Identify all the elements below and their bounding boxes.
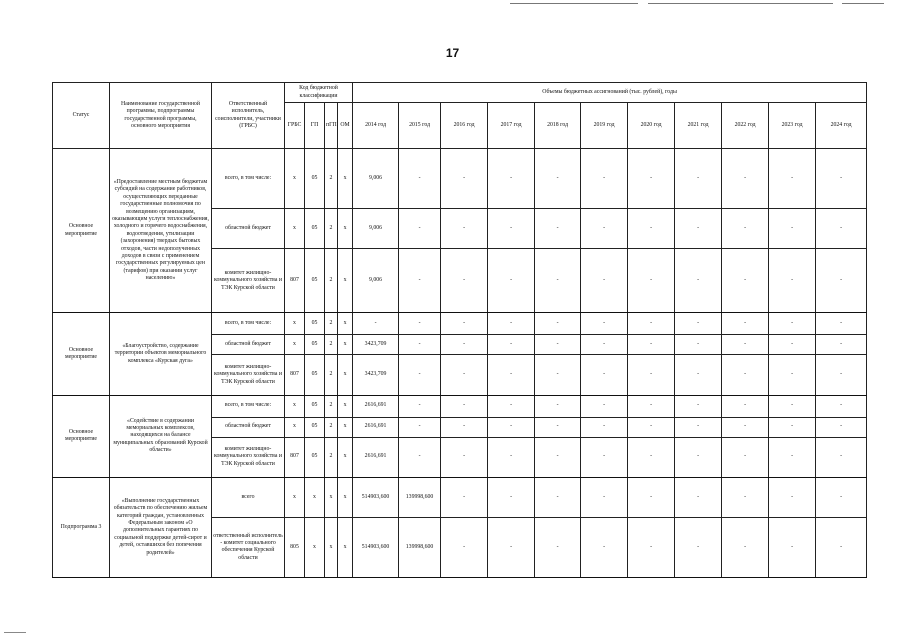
row-value-cell: - (488, 313, 535, 335)
row-value-cell: - (488, 417, 535, 437)
row-value-cell: 139998,600 (399, 477, 441, 517)
row-grbs: х (285, 395, 305, 417)
row-responsible: комитет жилищно-коммунального хозяйства и ТЭК Курской области (212, 249, 285, 313)
row-value-cell: - (535, 149, 581, 209)
row-value-cell: - (399, 395, 441, 417)
row-value-cell: - (535, 517, 581, 577)
row-value-cell: 3423,709 (353, 335, 399, 355)
row-value-cell: - (722, 249, 769, 313)
row-value-cell: - (675, 477, 722, 517)
row-value-cell: - (535, 355, 581, 395)
row-value-cell: - (816, 437, 867, 477)
row-value-cell: - (581, 517, 628, 577)
row-gp: 05 (305, 417, 325, 437)
row-grbs: х (285, 149, 305, 209)
top-scan-line (648, 3, 833, 4)
row-value-cell: - (769, 517, 816, 577)
row-pgp: 2 (325, 395, 338, 417)
row-value-cell: - (769, 249, 816, 313)
row-gp: 05 (305, 355, 325, 395)
row-value-cell: - (441, 437, 488, 477)
row-value-cell: - (675, 437, 722, 477)
row-pgp: 2 (325, 249, 338, 313)
row-name: «Благоустройство, содержание территории объектов мемориального комплекса «Курская дуга» (110, 313, 212, 395)
row-value-cell: 2616,691 (353, 395, 399, 417)
row-value-cell: - (675, 149, 722, 209)
row-gp: 05 (305, 437, 325, 477)
row-value-cell: - (581, 417, 628, 437)
row-name: «Содействие в содержании мемориальных комплексов, находящихся на балансе муниципальных образований Курской области» (110, 395, 212, 477)
row-responsible: всего, в том числе: (212, 395, 285, 417)
row-value-cell: - (441, 313, 488, 335)
row-value-cell: - (628, 355, 675, 395)
row-value-cell: - (816, 395, 867, 417)
row-value-cell: - (628, 437, 675, 477)
row-value-cell: - (722, 395, 769, 417)
row-value-cell: - (441, 417, 488, 437)
row-value-cell: - (675, 335, 722, 355)
row-value-cell: - (441, 355, 488, 395)
row-value-cell: - (628, 149, 675, 209)
row-status: Основное мероприятие (53, 149, 110, 313)
row-om: х (338, 149, 353, 209)
bottom-scan-line (4, 632, 26, 633)
row-pgp: 2 (325, 149, 338, 209)
row-om: х (338, 209, 353, 249)
row-value-cell: - (399, 335, 441, 355)
row-gp: 05 (305, 149, 325, 209)
row-value-cell: 139998,600 (399, 517, 441, 577)
row-value-cell: - (675, 209, 722, 249)
row-value-cell: - (535, 395, 581, 417)
row-value-cell: - (722, 313, 769, 335)
row-value-cell: - (581, 149, 628, 209)
header-name: Наименование государственной программы, подпрограммы государственной программы, основного мероприятия (110, 83, 212, 149)
row-value-cell: - (581, 313, 628, 335)
row-value-cell: - (722, 477, 769, 517)
row-grbs: 807 (285, 249, 305, 313)
row-value-cell: - (581, 477, 628, 517)
header-responsible: Ответственный исполнитель, соисполнители, участники (ГРБС) (212, 83, 285, 149)
row-value-cell: - (816, 517, 867, 577)
row-om: х (338, 477, 353, 517)
row-grbs: х (285, 417, 305, 437)
row-value-cell: - (675, 517, 722, 577)
row-om: х (338, 395, 353, 417)
row-pgp: 2 (325, 437, 338, 477)
row-value-cell: - (581, 209, 628, 249)
row-value-cell: - (581, 437, 628, 477)
row-value-cell: - (769, 335, 816, 355)
row-gp: 05 (305, 209, 325, 249)
row-status: Основное мероприятие (53, 395, 110, 477)
row-value-cell: - (722, 417, 769, 437)
row-value-cell: - (535, 209, 581, 249)
row-value-cell: - (769, 149, 816, 209)
header-budget-code: Код бюджетной классификации (285, 83, 353, 103)
row-value-cell: - (488, 249, 535, 313)
row-responsible: комитет жилищно-коммунального хозяйства и ТЭК Курской области (212, 437, 285, 477)
row-value-cell: - (628, 335, 675, 355)
row-value-cell: - (722, 517, 769, 577)
row-value-cell: - (816, 335, 867, 355)
row-value-cell: - (441, 335, 488, 355)
row-value-cell: - (399, 249, 441, 313)
row-grbs: 807 (285, 437, 305, 477)
row-value-cell: - (535, 477, 581, 517)
page-number: 17 (445, 46, 460, 60)
row-value-cell: - (816, 355, 867, 395)
row-value-cell: - (816, 313, 867, 335)
row-om: х (338, 355, 353, 395)
row-pgp: 2 (325, 355, 338, 395)
row-value-cell: 9,006 (353, 209, 399, 249)
row-value-cell: - (399, 417, 441, 437)
header-status: Статус (53, 83, 110, 149)
row-status: Подпрограмма 3 (53, 477, 110, 577)
budget-allocation-table (52, 82, 867, 578)
row-value-cell: - (769, 355, 816, 395)
row-value-cell: - (488, 335, 535, 355)
row-value-cell: 514903,600 (353, 477, 399, 517)
row-value-cell: - (769, 417, 816, 437)
row-grbs: 805 (285, 517, 305, 577)
header-year: 2017 год (488, 103, 535, 149)
row-pgp: 2 (325, 417, 338, 437)
row-value-cell: - (722, 149, 769, 209)
row-value-cell: 2616,691 (353, 437, 399, 477)
row-om: х (338, 249, 353, 313)
table-row (53, 149, 867, 209)
row-value-cell: - (769, 395, 816, 417)
top-scan-line (510, 3, 638, 4)
header-year: 2015 год (399, 103, 441, 149)
row-gp: 05 (305, 395, 325, 417)
row-name: «Выполнение государственных обязательств по обеспечению жильем категорий граждан, установленных Федеральным законом «О дополнительных гарантиях по социальной поддержке детей-сирот и детей, оставшихся без попечения родителей» (110, 477, 212, 577)
row-value-cell: - (675, 417, 722, 437)
row-value-cell: - (581, 249, 628, 313)
row-value-cell: - (581, 335, 628, 355)
row-value-cell: 514903,600 (353, 517, 399, 577)
row-gp: 05 (305, 249, 325, 313)
row-value-cell: - (488, 395, 535, 417)
header-year: 2020 год (628, 103, 675, 149)
row-value-cell: - (816, 249, 867, 313)
row-value-cell: - (353, 313, 399, 335)
row-value-cell: - (441, 395, 488, 417)
table-body (53, 83, 867, 578)
row-pgp: 2 (325, 335, 338, 355)
header-pgp: пГП (325, 103, 338, 149)
header-year: 2021 год (675, 103, 722, 149)
row-value-cell: - (441, 149, 488, 209)
row-grbs: х (285, 209, 305, 249)
header-row (53, 83, 867, 103)
row-value-cell: - (399, 149, 441, 209)
row-value-cell: - (535, 313, 581, 335)
row-value-cell: - (399, 437, 441, 477)
row-om: х (338, 437, 353, 477)
row-value-cell: - (628, 417, 675, 437)
row-value-cell: - (816, 209, 867, 249)
row-value-cell: - (535, 417, 581, 437)
row-value-cell: - (581, 355, 628, 395)
row-value-cell: - (441, 249, 488, 313)
row-value-cell: - (675, 313, 722, 335)
header-year: 2016 год (441, 103, 488, 149)
row-value-cell: - (816, 417, 867, 437)
row-value-cell: - (675, 355, 722, 395)
row-value-cell: - (628, 313, 675, 335)
row-value-cell: - (488, 437, 535, 477)
row-value-cell: - (675, 249, 722, 313)
header-om: ОМ (338, 103, 353, 149)
row-value-cell: - (399, 355, 441, 395)
row-responsible: всего (212, 477, 285, 517)
row-value-cell: - (488, 517, 535, 577)
row-om: х (338, 335, 353, 355)
row-value-cell: - (488, 149, 535, 209)
row-value-cell: 9,006 (353, 249, 399, 313)
table-row (53, 395, 867, 417)
row-responsible: всего, в том числе: (212, 313, 285, 335)
row-responsible: областной бюджет (212, 335, 285, 355)
row-value-cell: - (769, 477, 816, 517)
header-year: 2023 год (769, 103, 816, 149)
row-value-cell: - (628, 209, 675, 249)
row-value-cell: - (675, 395, 722, 417)
row-value-cell: - (769, 313, 816, 335)
row-responsible: всего, в том числе: (212, 149, 285, 209)
row-value-cell: - (628, 395, 675, 417)
row-value-cell: - (769, 209, 816, 249)
row-status: Основное мероприятие (53, 313, 110, 395)
row-value-cell: - (441, 209, 488, 249)
row-value-cell: - (722, 209, 769, 249)
row-name: «Предоставление местным бюджетам субсидий на содержание работников, осуществляющих переданные государственные полномочия по возмещению организациям, оказывающим услуги теплоснабжения, холодного и горячего водоснабжения, водоотведения, утилизации (захоронения) твердых бытовых отходов, части недополученных доходов в связи с применением государственных регулируемых цен (тарифов) при оказании услуг населению» (110, 149, 212, 313)
row-responsible: областной бюджет (212, 417, 285, 437)
row-om: х (338, 417, 353, 437)
row-value-cell: 9,006 (353, 149, 399, 209)
row-value-cell: - (722, 355, 769, 395)
row-value-cell: - (628, 249, 675, 313)
row-pgp: 2 (325, 209, 338, 249)
row-grbs: х (285, 477, 305, 517)
table-row (53, 313, 867, 335)
row-value-cell: - (722, 335, 769, 355)
row-value-cell: 2616,691 (353, 417, 399, 437)
table-row (53, 477, 867, 517)
header-grbs: ГРБС (285, 103, 305, 149)
row-value-cell: - (769, 437, 816, 477)
row-value-cell: - (816, 149, 867, 209)
header-year: 2024 год (816, 103, 867, 149)
row-responsible: ответственный исполнитель - комитет социального обеспечения Курской области (212, 517, 285, 577)
row-grbs: х (285, 313, 305, 335)
row-om: х (338, 313, 353, 335)
row-value-cell: - (399, 209, 441, 249)
row-value-cell: - (581, 395, 628, 417)
header-year: 2018 год (535, 103, 581, 149)
row-value-cell: - (441, 517, 488, 577)
header-gp: ГП (305, 103, 325, 149)
row-value-cell: - (535, 249, 581, 313)
row-om: х (338, 517, 353, 577)
row-value-cell: - (722, 437, 769, 477)
row-gp: х (305, 517, 325, 577)
row-value-cell: - (399, 313, 441, 335)
row-value-cell: - (488, 355, 535, 395)
row-value-cell: - (535, 437, 581, 477)
row-gp: х (305, 477, 325, 517)
row-gp: 05 (305, 335, 325, 355)
row-responsible: областной бюджет (212, 209, 285, 249)
header-volumes: Объемы бюджетных ассигнований (тыс. рублей), годы (353, 83, 867, 103)
header-year: 2022 год (722, 103, 769, 149)
row-value-cell: - (488, 209, 535, 249)
header-year: 2019 год (581, 103, 628, 149)
row-value-cell: - (441, 477, 488, 517)
row-pgp: х (325, 517, 338, 577)
row-responsible: комитет жилищно-коммунального хозяйства и ТЭК Курской области (212, 355, 285, 395)
row-value-cell: - (488, 477, 535, 517)
row-value-cell: 3423,709 (353, 355, 399, 395)
row-value-cell: - (628, 517, 675, 577)
row-grbs: х (285, 335, 305, 355)
top-scan-line (842, 3, 884, 4)
row-value-cell: - (535, 335, 581, 355)
row-grbs: 807 (285, 355, 305, 395)
row-gp: 05 (305, 313, 325, 335)
row-value-cell: - (816, 477, 867, 517)
row-pgp: х (325, 477, 338, 517)
row-value-cell: - (628, 477, 675, 517)
header-year: 2014 год (353, 103, 399, 149)
row-pgp: 2 (325, 313, 338, 335)
